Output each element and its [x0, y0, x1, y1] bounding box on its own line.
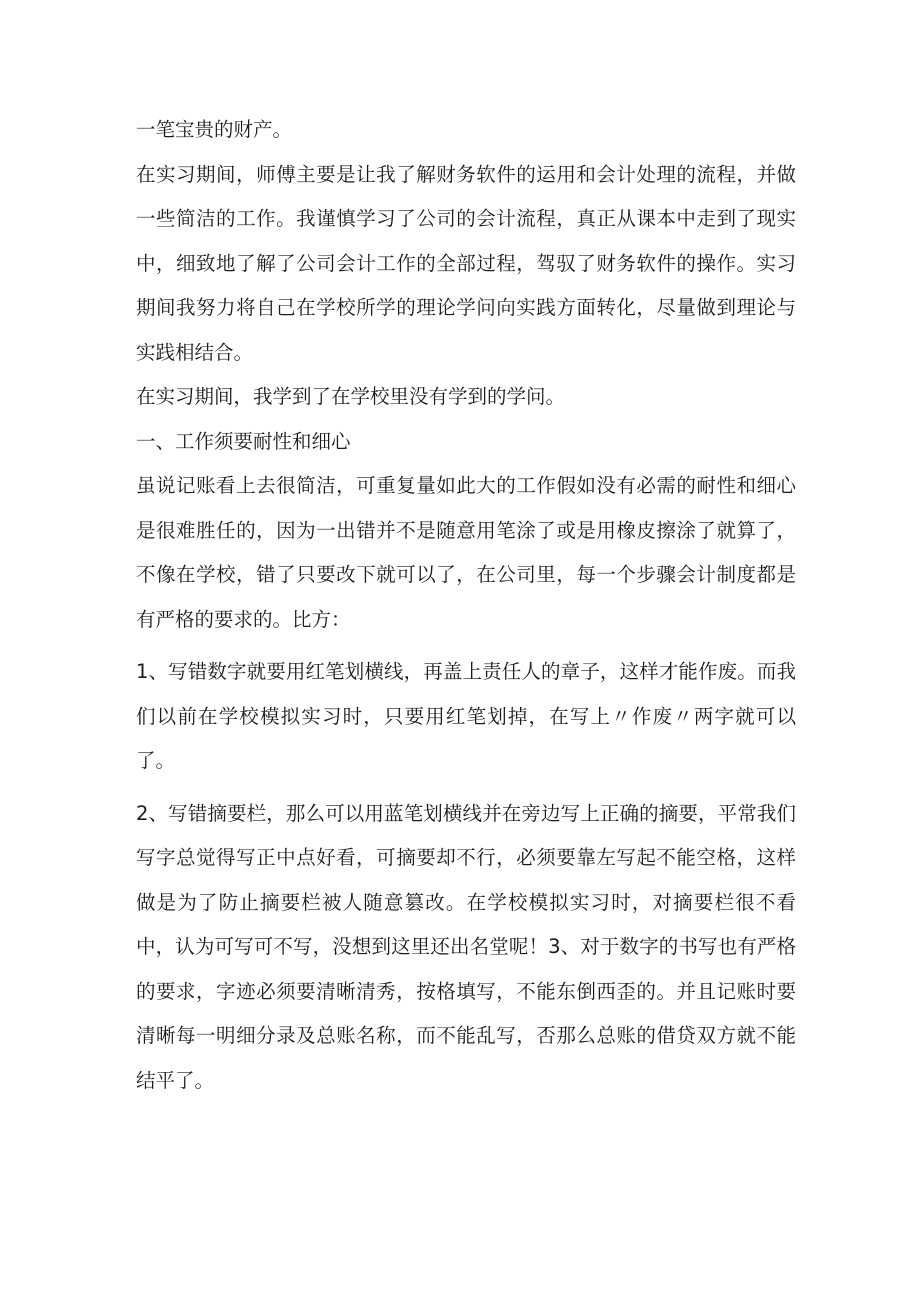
list-item-wrong-number: 1、写错数字就要用红笔划横线，再盖上责任人的章子，这样才能作废。而我们以前在学校模拟实习时，只要用红笔划掉，在写上〃作废〃两字就可以了。 [136, 660, 796, 772]
paragraph-bookkeeping-care: 虽说记账看上去很简洁，可重复量如此大的工作假如没有必需的耐性和细心是很难胜任的，因为一出错并不是随意用笔涂了或是用橡皮擦涂了就算了，不像在学校，错了只要改下就可以了，在公司里，每一个步骤会计制度都是有严格的要求的。比方： [136, 474, 796, 631]
paragraph-learned-knowledge: 在实习期间，我学到了在学校里没有学到的学问。 [136, 385, 566, 408]
paragraph-continuation: 一笔宝贵的财产。 [136, 118, 293, 141]
section-heading-patience: 一、工作须要耐性和细心 [136, 429, 351, 453]
list-item-wrong-summary: 2、写错摘要栏，那么可以用蓝笔划横线并在旁边写上正确的摘要，平常我们写字总觉得写正中点好看，可摘要却不行，必须要靠左写起不能空格，这样做是为了防止摘要栏被人随意篡改。在学校模拟实习时，对摘要栏很不看中，认为可写可不写，没想到这里还出名堂呢！3、对于数字的书写也有严格的要求，字迹必须要清晰清秀，按格填写，不能东倒西歪的。并且记账时要清晰每一明细分录及总账名称，而不能乱写，否那么总账的借贷双方就不能结平了。 [136, 801, 796, 1092]
document-page [136, 108, 796, 1103]
paragraph-internship-overview: 在实习期间，师傅主要是让我了解财务软件的运用和会计处理的流程，并做一些简洁的工作。我谨慎学习了公司的会计流程，真正从课本中走到了现实中，细致地了解了公司会计工作的全部过程，驾驭了财务软件的操作。实习期间我努力将自己在学校所学的理论学问向实践方面转化，尽量做到理论与实践相结合。 [136, 162, 796, 364]
